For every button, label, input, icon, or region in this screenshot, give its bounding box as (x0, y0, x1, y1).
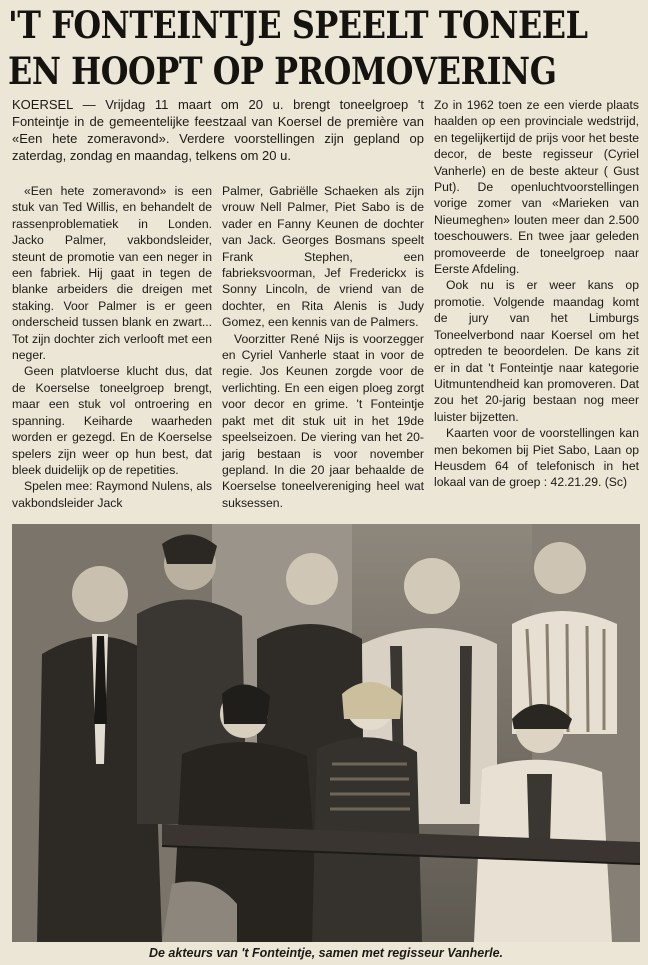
photo-caption: De akteurs van 't Fonteintje, samen met regisseur Vanherle. (148, 946, 504, 960)
column-3-paragraph: Ook nu is er weer kans op promotie. Volgende maandag komt de jury van het Limburgs Toneelverbond naar Koersel om het optreden te beoordelen. De kans zit er in dat 't Fonteintje naar kategorie Uitmuntendheid kan promoveren. Dat zou het 20-jarig bestaan nog meer luister bijzetten. (434, 278, 639, 424)
group-photo (12, 524, 640, 942)
headline-line-2: EN HOOPT OP PROMOVERING (8, 49, 557, 93)
column-1-paragraph: Spelen mee: Raymond Nulens, als vakbondsleider Jack (12, 479, 212, 510)
column-2-paragraph: Voorzitter René Nijs is voorzegger en Cyriel Vanherle staat in voor de regie. Jos Keunen zorgde voor de verlichting. En een eigen ploeg zorgt voor decor en grime. 't Fonteintje pakt met dit stuk uit in het 19de speelseizoen. De viering van het 20-jarig bestaan is voor november gepland. In die 20 jaar behaalde de Koerselse toneelvereniging heel wat suksessen. (222, 331, 424, 510)
headline (8, 2, 588, 94)
column-3-paragraph: Zo in 1962 toen ze een vierde plaats haalden op een provinciale wedstrijd, en tegelijkertijd de prijs voor het beste decor, de beste regisseur (Cyriel Vanherle) en de beste akteur ( Gust Put). De openluchtvoorstellingen vorige zomer van «Marieken van Nieumeghen» louten meer dan 2.500 toeschouwers. En twee jaar geleden promoveerde de toneelgroep naar Eerste Afdeling. (434, 98, 639, 277)
column-2-paragraph: Palmer, Gabriëlle Schaeken als zijn vrouw Nell Palmer, Piet Sabo is de vader en Fanny Keunen de dochter van Jack. Georges Bosmans speelt Frank Stephen, een fabrieksvoorman, Jef Frederickx is Sonny Lincoln, de vriend van de dochter, en Rita Alenis is Judy Gomez, een kennis van de Palmers. (222, 184, 424, 330)
group-photo-illustration (12, 524, 640, 942)
article-column-1 (12, 183, 212, 511)
column-1-paragraph: Geen platvloerse klucht dus, dat de Koerselse toneelgroep brengt, maar een stuk vol ontroering en spanning. Keiharde waarheden worden er gezegd. En de Koerselse spelers zijn weer op hun best, dat bleek duidelijk op de repetities. (12, 364, 212, 477)
article-column-3 (434, 97, 639, 491)
article-column-2 (222, 183, 424, 511)
column-1-paragraph: «Een hete zomeravond» is een stuk van Ted Willis, en behandelt de rassenproblematiek in Londen. Jacko Palmer, vakbondsleider, steunt de promotie van een neger in een fabriek. Hij gaat in tegen de blanke arbeiders die dreigen met staking. Voor Palmer is er geen onderscheid tussen blank en zwart... Tot zijn dochter zich verlooft met een neger. (12, 184, 212, 363)
intro-paragraph: KOERSEL — Vrijdag 11 maart om 20 u. brengt toneelgroep 't Fonteintje in de gemeentelijke feestzaal van Koersel de première van «Een hete zomeravond». Verdere voorstellingen zijn gepland op zaterdag, zondag en maandag, telkens om 20 u. (12, 97, 424, 163)
headline-line-1: 'T FONTEINTJE SPEELT TONEEL (8, 3, 588, 47)
column-3-paragraph: Kaarten voor de voorstellingen kan men bekomen bij Piet Sabo, Laan op Heusdem 64 of telefonisch in het lokaal van de groep : 42.21.29. (Sc) (434, 426, 639, 490)
